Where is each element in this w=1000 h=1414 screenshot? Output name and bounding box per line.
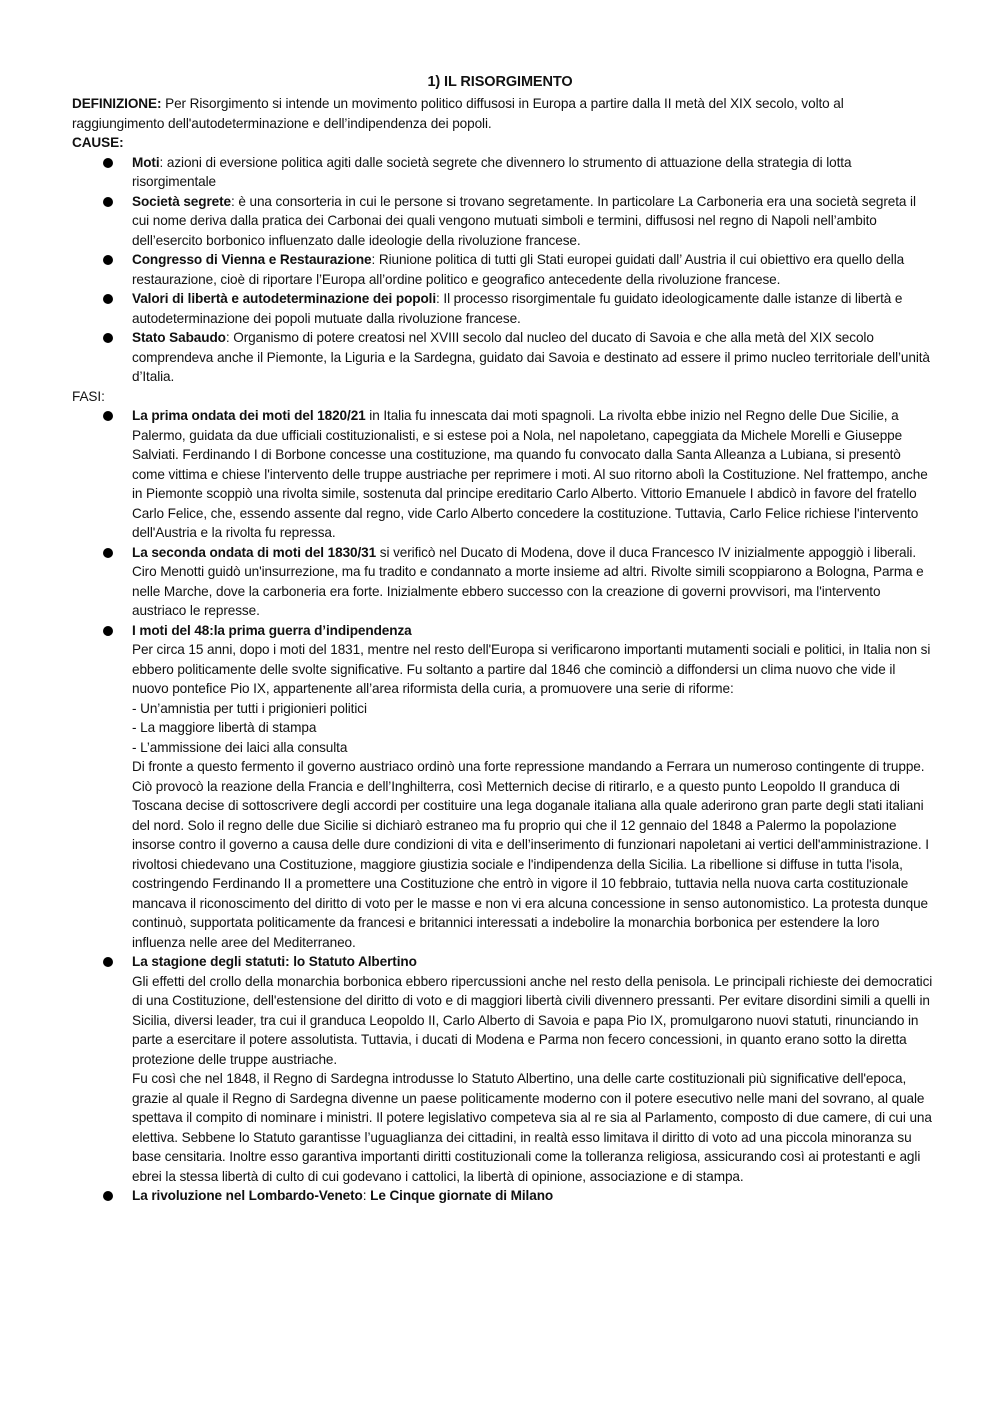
list-item <box>72 250 934 289</box>
cause-term: Congresso di Vienna e Restaurazione <box>132 252 372 267</box>
list-item <box>72 543 934 621</box>
list-item <box>72 1186 934 1206</box>
phase-term: La prima ondata dei moti del 1820/21 <box>132 408 366 423</box>
list-item <box>72 952 934 1186</box>
phase-text: si verificò nel Ducato di Modena, dove il duca Francesco IV inizialmente appoggiò i liberali. Ciro Menotti guidò un'insurrezione, ma fu tradito e condannato a morte insieme ad altri. Rivolte simili scoppiarono a Bologna, Parma e nelle Marche, dove la carboneria era forte. Inizialmente ebbero successo con la creazione di governi provvisori, ma l'intervento austriaco le represse. <box>132 544 924 618</box>
phase-term: La stagione degli statuti: lo Statuto Albertino <box>132 954 417 969</box>
definition-text: Per Risorgimento si intende un movimento politico diffusosi in Europa a partire dalla II metà del XIX secolo, volto al raggiungimento dell'autodeterminazione e dell’indipendenza dei popoli. <box>72 96 844 131</box>
list-item <box>72 289 934 328</box>
reform-item: - Un’amnistia per tutti i prigionieri politici <box>132 700 367 716</box>
definition-label: DEFINIZIONE: <box>72 96 162 111</box>
phase-term: Le Cinque giornate di Milano <box>370 1188 554 1203</box>
list-item <box>72 621 934 953</box>
phase-term: La rivoluzione nel Lombardo-Veneto <box>132 1188 363 1203</box>
cause-term: Stato Sabaudo <box>132 330 226 345</box>
cause-term: Valori di libertà e autodeterminazione dei popoli <box>132 291 437 306</box>
list-item <box>72 153 934 192</box>
causes-list <box>72 153 934 387</box>
phase-text: Per circa 15 anni, dopo i moti del 1831, mentre nel resto dell'Europa si verificarono importanti mutamenti sociali e politici, in Italia non si ebbero politicamente delle svolte significative. Fu soltanto a partire dal 1846 che cominciò a diffondersi un clima nuovo che vide il nuovo pontefice Pio IX, appartenente all’area riformista della curia, a promuovere una serie di riforme: <box>132 642 931 696</box>
phases-heading: FASI: <box>72 388 105 404</box>
phase-text: Fu così che nel 1848, il Regno di Sardegna introdusse lo Statuto Albertino, una delle carte costituzionali più significative dell'epoca, grazie al quale il Regno di Sardegna divenne un paese politicamente moderno con il potere esecutivo nelle mani del sovrano, al quale spettava il compito di nominare i ministri. Il potere legislativo competeva sia al re sia al Parlamento, composto di due camere, di cui una elettiva. Sebbene lo Statuto garantisse l’uguaglianza dei cittadini, in realtà esso limitava il diritto di voto ad una piccola minoranza su base censitaria. Inoltre esso garantiva importanti diritti costituzionali come la tolleranza religiosa, assicurando così ai protestanti e agli ebrei la stessa libertà di culto di cui godevano i cattolici, la libertà di opinione, associazione e di stampa. <box>132 1071 932 1184</box>
cause-text: : Il processo risorgimentale fu guidato ideologicamente dalle istanze di libertà e autodeterminazione dei popoli mutuate dalla rivoluzione francese. <box>132 291 903 326</box>
definition-paragraph <box>72 94 934 133</box>
document-body <box>72 94 934 1206</box>
phase-term: La seconda ondata di moti del 1830/31 <box>132 544 377 560</box>
cause-text: : azioni di eversione politica agiti dalle società segrete che divennero lo strumento di attuazione della strategia di lotta risorgimentale <box>132 154 852 189</box>
cause-term: Moti <box>132 154 160 170</box>
phase-text: Gli effetti del crollo della monarchia borbonica ebbero ripercussioni anche nel resto della penisola. Le principali richieste dei democratici di una Costituzione, dell'estensione del diritto di voto e di maggiori libertà civili divennero pressanti. Per evitare disordini simili a quelli in Sicilia, diversi leader, tra cui il granduca Leopoldo II, Carlo Alberto di Savoia e papa Pio IX, promulgarono nuovi statuti, rinunciando in parte a esercitare il potere assolutista. Tuttavia, i ducati di Modena e Parma non fecero concessioni, in quanto erano sotto la diretta protezione delle truppe austriache. <box>132 973 933 1067</box>
cause-text: : Organismo di potere creatosi nel XVIII secolo dal nucleo del ducato di Savoia e che alla metà del XIX secolo comprendeva anche il Piemonte, la Liguria e la Sardegna, guidato dai Savoia e destinato ad essere il primo nucleo territoriale dell’unità d’Italia. <box>132 330 930 384</box>
cause-text: : Riunione politica di tutti gli Stati europei guidati dall’ Austria il cui obiettivo era quello della restaurazione, cioè di riportare l’Europa all’ordine politico e geografico antecedente della rivoluzione francese. <box>132 252 905 287</box>
page-title: 1) IL RISORGIMENTO <box>427 74 573 90</box>
list-item <box>72 328 934 387</box>
phase-separator: : <box>362 1188 371 1203</box>
phase-text: Di fronte a questo fermento il governo austriaco ordinò una forte repressione mandando a Ferrara un numeroso contingente di truppe. Ciò provocò la reazione della Francia e dell’Inghilterra, così Metternich decise di ritirarlo, e a questo punto Leopoldo II granduca di Toscana decise di sottoscrivere degli accordi per costituire una lega doganale italiana alla quale aderirono gran parte degli stati italiani del nord. Solo il regno delle due Sicilie si dichiarò estraneo ma fu proprio qui che il 12 gennaio del 1848 a Palermo la popolazione insorse contro il governo a causa delle dure condizioni di vita e dell’inserimento di funzionari napoletani ai vertici dell'amministrazione. I rivoltosi chiedevano una Costituzione, maggiore giustizia sociale e l'indipendenza della Sicilia. La ribellione si diffuse in tutta l'isola, costringendo Ferdinando II a promettere una Costituzione che entrò in vigore il 10 febbraio, tuttavia nella nuova carta costituzionale mancava il riconoscimento del diritto di voto per le masse e non vi era alcuna concessione in senso autonomistico. La protesta dunque continuò, supportata politicamente da francesi e britannici interessati a indebolire la monarchia borbonica per estendere la loro influenza nelle aree del Mediterraneo. <box>132 759 929 950</box>
reform-item: - L’ammissione dei laici alla consulta <box>132 739 348 755</box>
cause-term: Società segrete <box>132 193 231 209</box>
causes-heading: CAUSE: <box>72 135 124 150</box>
phase-term: I moti del 48:la prima guerra d’indipendenza <box>132 622 412 638</box>
reform-item: - La maggiore libertà di stampa <box>132 720 317 735</box>
list-item <box>72 192 934 251</box>
phase-text: in Italia fu innescata dai moti spagnoli. La rivolta ebbe inizio nel Regno delle Due Sicilie, a Palermo, guidata da due ufficiali costituzionalisti, e si estese poi a Nola, nel napoletano, capeggiata da Michele Morelli e Giuseppe Salviati. Ferdinando I di Borbone concesse una costituzione, ma quando fu convocato dalla Santa Alleanza a Lubiana, si presentò come vittima e chiese l'intervento delle truppe austriache per reprimere i moti. Al suo ritorno abolì la Costituzione. Nel frattempo, anche in Piemonte scoppiò una rivolta simile, sostenuta dal principe ereditario Carlo Alberto. Vittorio Emanuele I abdicò in favore del fratello Carlo Felice, che, essendo assente dal regno, vide Carlo Alberto concedere la costituzione. Tuttavia, Carlo Felice richiese l'intervento dell'Austria e la rivolta fu repressa. <box>132 408 928 540</box>
phases-list <box>72 406 934 1206</box>
cause-text: : è una consorteria in cui le persone si trovano segretamente. In particolare La Carboneria era una società segreta il cui nome deriva dalla pratica dei Carbonai dei quali vengono mutuati simboli e termini, diffusosi nel regno di Napoli nell’ambito dell’esercito borbonico influenzato dalle ideologie della rivoluzione francese. <box>132 193 916 248</box>
list-item <box>72 406 934 543</box>
